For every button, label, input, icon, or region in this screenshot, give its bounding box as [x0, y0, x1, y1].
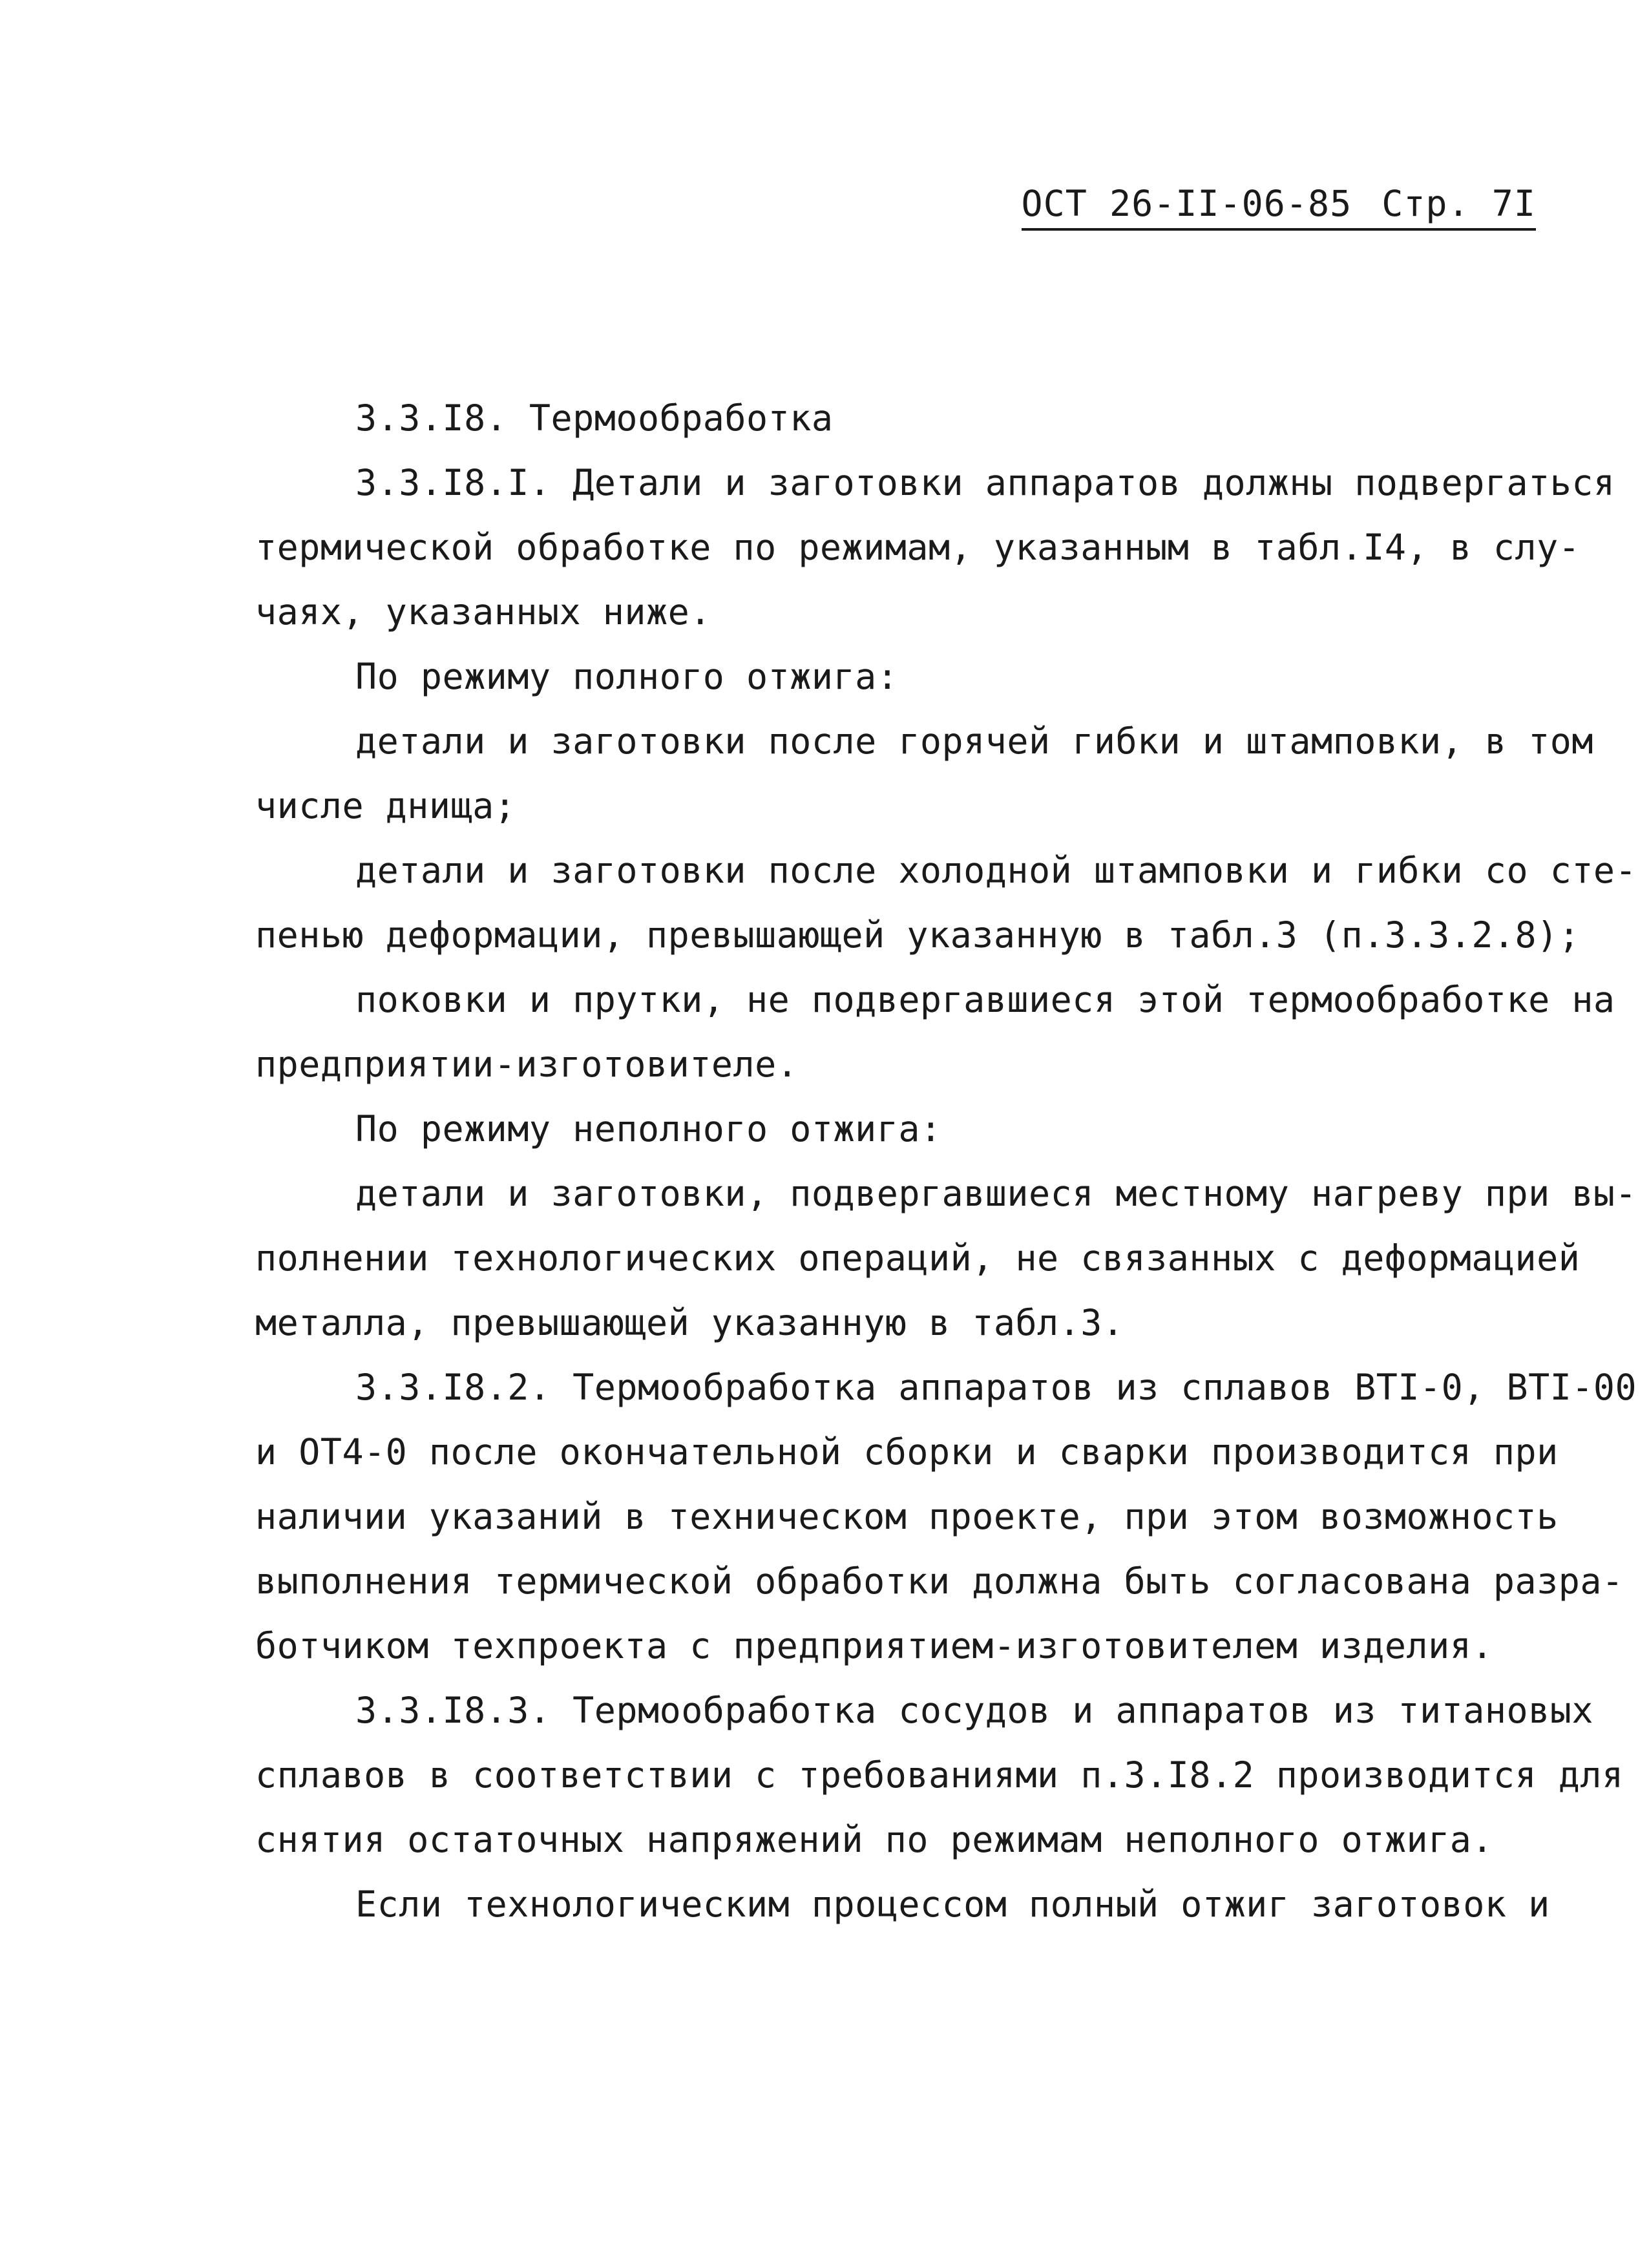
text-line: детали и заготовки после холодной штамповки и гибки со сте- — [355, 850, 1637, 891]
page-header — [1021, 183, 1537, 231]
text-line: 3.3.I8.3. Термообработка сосудов и аппаратов из титановых — [355, 1690, 1593, 1731]
text-line: 3.3.I8.I. Детали и заготовки аппаратов должны подвергаться — [355, 462, 1615, 503]
text-line: наличии указаний в техническом проекте, при этом возможность — [255, 1496, 1559, 1537]
text-line: 3.3.I8.2. Термообработка аппаратов из сплавов ВТI-0, ВТI-00 — [355, 1367, 1637, 1408]
document-code: ОСТ 26-II-06-85 — [1021, 183, 1352, 224]
text-line: пенью деформации, превышающей указанную в табл.3 (п.3.3.2.8); — [255, 914, 1581, 956]
text-line: поковки и прутки, не подвергавшиеся этой термообработке на — [355, 979, 1615, 1020]
text-line: детали и заготовки, подвергавшиеся местному нагреву при вы- — [355, 1173, 1637, 1214]
text-line: и ОТ4-0 после окончательной сборки и сварки производится при — [255, 1431, 1559, 1473]
text-line: полнении технологических операций, не связанных с деформацией — [255, 1237, 1581, 1279]
text-line: снятия остаточных напряжений по режимам неполного отжига. — [255, 1819, 1493, 1860]
text-line: По режиму неполного отжига: — [355, 1108, 942, 1150]
page-number: Стр. 7I — [1381, 183, 1536, 224]
text-line: предприятии-изготовителе. — [255, 1044, 799, 1085]
text-line: ботчиком техпроекта с предприятием-изготовителем изделия. — [255, 1625, 1493, 1666]
text-line: выполнения термической обработки должна быть согласована разра- — [255, 1560, 1624, 1602]
text-line: сплавов в соответствии с требованиями п.3.I8.2 производится для — [255, 1754, 1624, 1796]
text-line: термической обработке по режимам, указанным в табл.I4, в слу- — [255, 527, 1581, 568]
section-heading: 3.3.I8. Термообработка — [355, 397, 834, 439]
text-line: чаях, указанных ниже. — [255, 591, 711, 633]
text-line: числе днища; — [255, 785, 516, 826]
text-line: Если технологическим процессом полный отжиг заготовок и — [355, 1884, 1550, 1925]
text-line: По режиму полного отжига: — [355, 656, 899, 697]
text-line: металла, превышающей указанную в табл.3. — [255, 1302, 1124, 1343]
text-line: детали и заготовки после горячей гибки и штамповки, в том — [355, 720, 1593, 762]
